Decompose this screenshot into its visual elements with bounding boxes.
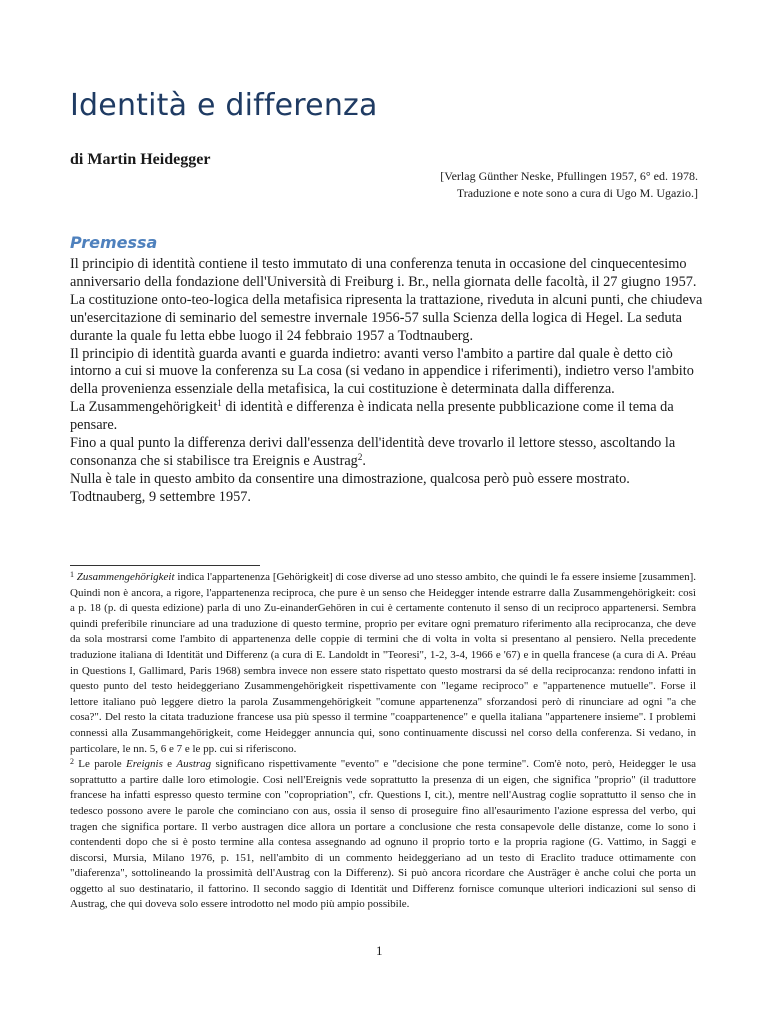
paragraph-text: Fino a qual punto la differenza derivi dall'essenza dell'identità deve trovarlo il lettore stesso, ascoltando la consonanza che si stabilisce tra Ereignis e Austrag [70,435,676,469]
source-citation [440,168,698,202]
paragraph: Nulla è tale in questo ambito da consentire una dimostrazione, qualcosa però può essere mostrato. [70,470,630,487]
paragraph [70,435,710,471]
footnote-ref-1[interactable]: 1 [217,398,222,409]
footnote-2 [70,757,696,913]
footnote-text: e [162,758,177,771]
footnote-separator [70,565,260,566]
footnote-number: 1 [70,570,74,579]
source-line-1: [Verlag Günther Neske, Pfullingen 1957, 6° ed. 1978. [440,169,698,183]
source-line-2: Traduzione e note sono a cura di Ugo M. Ugazio.] [456,186,698,200]
paragraph [70,399,710,435]
document-title: Identità e differenza [70,88,378,123]
footnote-1 [70,570,696,757]
footnote-term: Ereignis [125,758,163,771]
paragraph: Il principio di identità contiene il testo immutato di una conferenza tenuta in occasione del cinquecentesimo anniversario della fondazione dell'Università di Freiburg i. Br., nella giornata delle facoltà, il 27 giugno 1957. [70,256,697,290]
footnote-term: Austrag [176,758,212,771]
body-text [70,256,710,507]
paragraph-text: di identità e differenza è indicata nella presente pubblicazione come il tema da pensare. [70,399,674,434]
footnote-ref-2[interactable]: 2 [357,451,363,462]
author-line: di Martin Heidegger [70,151,211,168]
paragraph-text: La Zusammengehörigkeit [70,399,218,416]
footnote-text: indica l'appartenenza [Gehörigkeit] di cose diverse ad uno stesso ambito, che quindi le fa essere insieme [zusammen]. Quindi non è ancora, a rigore, l'appartenenza reciproca, che pure è un senso che Heidegger intende estrarre dalla Zusammengehörigkeit: così a p. 18 (p. di questa edizione) parla di uno Zu-einanderGehören in cui è certamente contenuto il senso di un reciproco appartenersi. Sembra quindi preferibile rinunciare ad una traduzione di questo termine, proprio per evitare ogni prematuro riferimento alla reciprocanza, che deve da sola mostrarsi come l'ambito di appartenenza delle coppie di termini che di volta in volta si presentano al pensiero. Nella precedente traduzione italiana di Identität und Differenz (a cura di E. Landoldt in "Teoresi", 1-2, 3-4, 1966 e '67) e in quella francese (a cura di A. Préau in Questions I, Gallimard, Paris 1968) sembra invece non essere stato rispettato questo mostrarsi da sé della reciprocanza: rendono infatti in questo punto del testo heideggeriano Zusammengehörigkeit rispettivamente con "legame reciproco" e "appartenence mutuelle". Forse il lettore italiano può leggere dietro la parola Zusammengehörigkeit "comune appartenenza" sforzandosi però di rinunciare ad ogni "a che cosa?". Del resto la citata traduzione francese usa più spesso il termine "coappartenence" e quella italiana "appartenere insieme". I problemi connessi alla Zusammangehörigkeit, come Heidegger annuncia qui, sono continuamente discussi nel corso della conferenza. Si vedano, in particolare, le nn. 5, 6 e 7 e le pp. cui si riferiscono. [70,571,697,755]
footnote-number: 2 [70,757,74,767]
section-title: Premessa [70,233,158,252]
paragraph: La costituzione onto-teo-logica della metafisica ripresenta la trattazione, riveduta in alcuni punti, che chiudeva un'esercitazione di seminario del semestre invernale 1956-57 sulla Scienza della logica di Hegel. La seduta durante la quale fu letta ebbe luogo il 24 febbraio 1957 a Todtnauberg. [70,291,703,344]
footnote-text: significano rispettivamente "evento" e "decisione che pone termine". Com'è noto, però, Heidegger le usa soprattutto a partire dalle loro etimologie. Così nell'Ereignis vede soprattutto la presenza di un eigen, che significa "proprio" (il traduttore francese ha infatti espresso questo termine con "copropriation", cfr. Questions I, cit.), mentre nell'Austrag coglie soprattutto il senso che in tedesco possono avere le parole che cominciano con aus, ossia il senso di proseguire fino all'esaurimento l'azione espressa del verbo, qui tragen che significa portare. Il verbo austragen dice allora un portare a conclusione che resta consapevole delle distanze, come lo sono i contendenti dopo che si è posto termine alla contesa assegnando ad ognuno il proprio torto e la propria ragione (G. Vattimo, in Saggi e discorsi, Mursia, Milano 1976, p. 151, nell'ambito di un commento heideggeriano ad un testo di Eraclito traduce ottimamente con "diaferenza", sottolineando la prossimità dell'Austrag con la Differenz). Si può ancora ricordare che Austräger è anche colui che porta un oggetto al suo destinatario, il fattorino. Il secondo saggio di Identität und Differenz fornisce comunque ulteriori indicazioni sul senso di Austrag, che qui doveva solo essere introdotto nel modo più ampio possibile. [70,758,696,911]
footnote-text: Le parole [74,758,126,771]
footnote-term: Zusammengehörigkeit [76,571,175,583]
footnotes [70,570,696,913]
paragraph-text: . [362,452,366,469]
page-number: 1 [376,943,383,958]
paragraph: Il principio di identità guarda avanti e guarda indietro: avanti verso l'ambito a partire dal quale è detto ciò intorno a cui si muove la conferenza su La cosa (si vedano in appendice i riferimenti), indietro verso l'ambito della provenienza essenziale della metafisica, la cui costituzione è determinata dalla differenza. [70,345,694,398]
signature-date: Todtnauberg, 9 settembre 1957. [70,488,251,505]
